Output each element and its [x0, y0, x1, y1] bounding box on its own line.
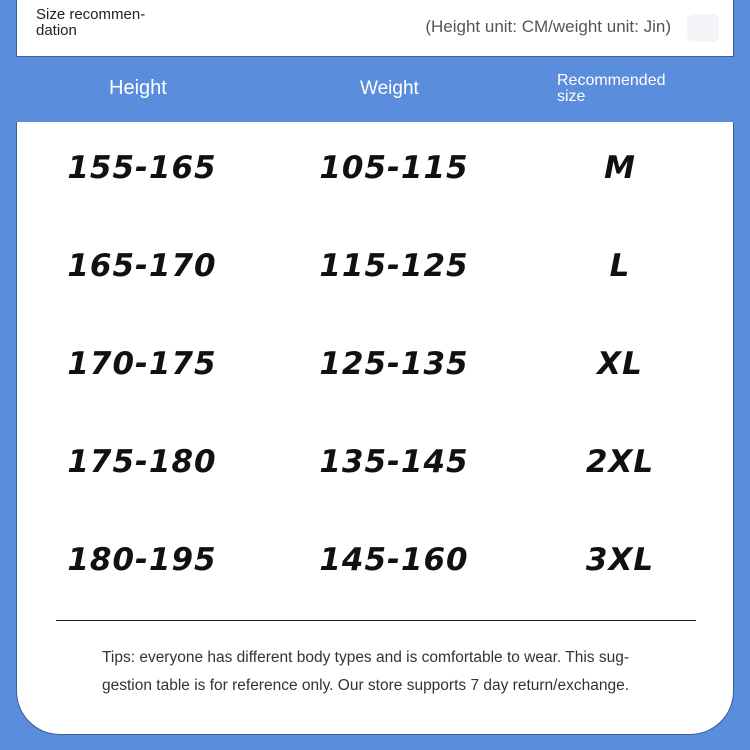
height-cell: 165-170	[67, 248, 217, 284]
weight-cell: 135-145	[319, 444, 469, 480]
height-cell: 155-165	[67, 150, 217, 186]
column-header-height: Height	[109, 77, 167, 99]
section-title: Size recommen-dation	[36, 6, 146, 39]
unit-note: (Height unit: CM/weight unit: Jin)	[425, 17, 671, 36]
tips-text: Tips: everyone has different body types and is comfortable to wear. This sug-gestion table is for reference only. Our store supports 7 day return/exchange.	[102, 649, 629, 694]
size-cell: XL	[597, 346, 643, 382]
size-cell: L	[609, 248, 631, 284]
weight-cell: 125-135	[319, 346, 469, 382]
height-cell: 180-195	[67, 542, 217, 578]
weight-cell: 115-125	[319, 248, 469, 284]
divider	[56, 620, 696, 621]
table-row	[17, 432, 735, 492]
column-header-size: Recommended size	[557, 72, 666, 105]
size-table	[16, 122, 734, 735]
title-card	[16, 0, 734, 57]
column-header-weight: Weight	[360, 78, 419, 99]
size-cell: M	[604, 150, 636, 186]
height-cell: 175-180	[67, 444, 217, 480]
weight-cell: 105-115	[319, 150, 469, 186]
table-row	[17, 334, 735, 394]
table-row	[17, 530, 735, 590]
table-header	[0, 57, 750, 122]
logo-icon	[687, 14, 719, 42]
height-cell: 170-175	[67, 346, 217, 382]
size-cell: 2XL	[585, 444, 655, 480]
weight-cell: 145-160	[319, 542, 469, 578]
table-row	[17, 138, 735, 198]
size-cell: 3XL	[585, 542, 655, 578]
table-row	[17, 236, 735, 296]
